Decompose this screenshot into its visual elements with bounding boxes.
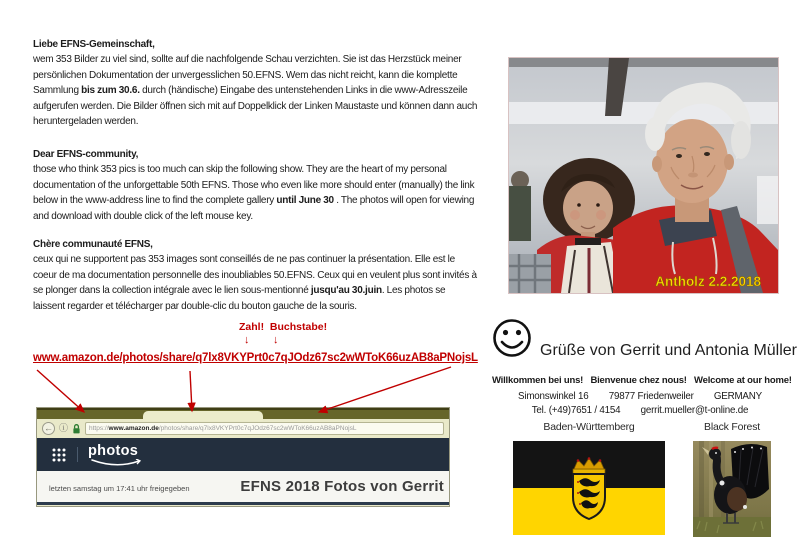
browser-active-tab[interactable] — [143, 411, 263, 421]
url-path: /photos/share/q7lx8VKYPrt0c7qJOdz67sc2wWToK66uzAB8aPNojsL — [158, 425, 357, 432]
browser-tab-bar — [37, 408, 449, 419]
browser-toolbar — [37, 419, 449, 438]
welcome-line: Willkommen bei uns! Bienvenue chez nous! Welcome at our home! — [492, 375, 792, 386]
contact-block — [492, 375, 792, 417]
amazon-photos-logo[interactable] — [88, 443, 138, 467]
photos-logo-text: photos — [88, 442, 139, 459]
app-grid-icon[interactable] — [51, 447, 67, 463]
paragraph-french — [33, 237, 478, 314]
paragraph-heading-german: Liebe EFNS-Gemeinschaft, — [33, 39, 155, 50]
paragraph-body-french-post: . Les photos se laissent regarder et télécharger par double-clic du bouton gauche de la souris. — [33, 285, 446, 312]
album-title: EFNS 2018 Fotos von Gerrit — [240, 478, 444, 495]
deadline-english: until June 30 — [276, 195, 334, 207]
url-scheme: https:// — [89, 425, 109, 432]
paragraph-body-german: wem 353 Bilder zu viel sind, sollte auf die nachfolgende Schau verzichten. Sie ist das Herzstück meiner persönlichen Dokumentation der unvergesslichen 50.EFNS. Wem das nicht reicht, kann die komplette Sammlung — [33, 54, 462, 97]
amazon-smile-icon — [90, 459, 146, 468]
header-divider — [77, 447, 78, 462]
back-button[interactable]: ← — [44, 423, 53, 433]
album-page-content — [37, 471, 449, 505]
capercaillie-photo — [693, 441, 771, 537]
deadline-german: bis zum 30.6. — [81, 85, 140, 97]
address-bar[interactable] — [85, 422, 444, 435]
phone-email-line: Tel. (+49)7651 / 4154 gerrit.mueller@t-online.de — [531, 404, 749, 416]
url-host: www.amazon.de — [108, 425, 159, 432]
smiley-face-icon — [492, 318, 532, 358]
share-status-text: letzten samstag um 17:41 uhr freigegeben — [49, 484, 190, 493]
lock-icon — [72, 423, 81, 435]
paragraph-heading-english: Dear EFNS-community, — [33, 148, 139, 160]
paragraph-english — [33, 147, 478, 224]
forest-label: Black Forest — [704, 421, 760, 433]
paragraph-body-french: ceux qui ne supportent pas 353 images sont conseillés de ne pas continuer la présentation. Elle est le coeur de ma documentation personnelle des inoubliables 50.EFNS. Ceux qui en veulent plus sont invités à se plonger dans la collection intégrale avec le lien sous-mentionné — [33, 254, 477, 297]
paragraph-body-german-post: durch (händische) Eingabe des untenstehenden Links in die www-Adresszeile aufgerufen werden. Die Bilder öffnen sich mit auf Doppelklick der Linken Maustaste und können dann auch heruntergeladen werden. — [33, 85, 478, 128]
flag-label: Baden-Württemberg — [543, 421, 635, 433]
down-arrow-icon: ↓ — [273, 334, 279, 346]
address-line: Simonswinkel 16 79877 Friedenweiler GERMANY — [518, 391, 762, 402]
paragraph-body-english-post: . The photos will open for viewing and download with double click of the left mouse key. — [33, 195, 475, 222]
url-hint-labels: Zahl! Buchstabe! — [239, 321, 328, 333]
info-icon[interactable]: ⓘ — [59, 423, 69, 433]
paragraph-body-english: those who think 353 pics is too much can skip the following show. They are the heart of my personal documentation of the unforgettable 50th EFNS. Those who even like more should enter (manually) the link below in the www-address line to find the complete gallery — [33, 164, 475, 207]
paragraph-heading-french: Chère communauté EFNS, — [33, 238, 153, 250]
couple-photo — [508, 57, 779, 294]
deadline-french: jusqu'au 30.juin — [310, 285, 382, 297]
share-url-link[interactable]: www.amazon.de/photos/share/q7lx8VKYPrt0c7qJOdz67sc2wWToK66uzAB8aPNojsL — [33, 352, 478, 364]
greeting-headline: Grüße von Gerrit und Antonia Müller — [540, 342, 798, 359]
amazon-photos-header — [37, 438, 449, 471]
paragraph-german — [33, 37, 478, 130]
baden-wuerttemberg-flag — [513, 441, 665, 535]
letter-text-block — [33, 37, 478, 314]
browser-screenshot — [36, 407, 450, 507]
down-arrow-icon: ↓ — [244, 334, 250, 346]
photo-caption: Antholz 2.2.2018 — [655, 274, 761, 289]
